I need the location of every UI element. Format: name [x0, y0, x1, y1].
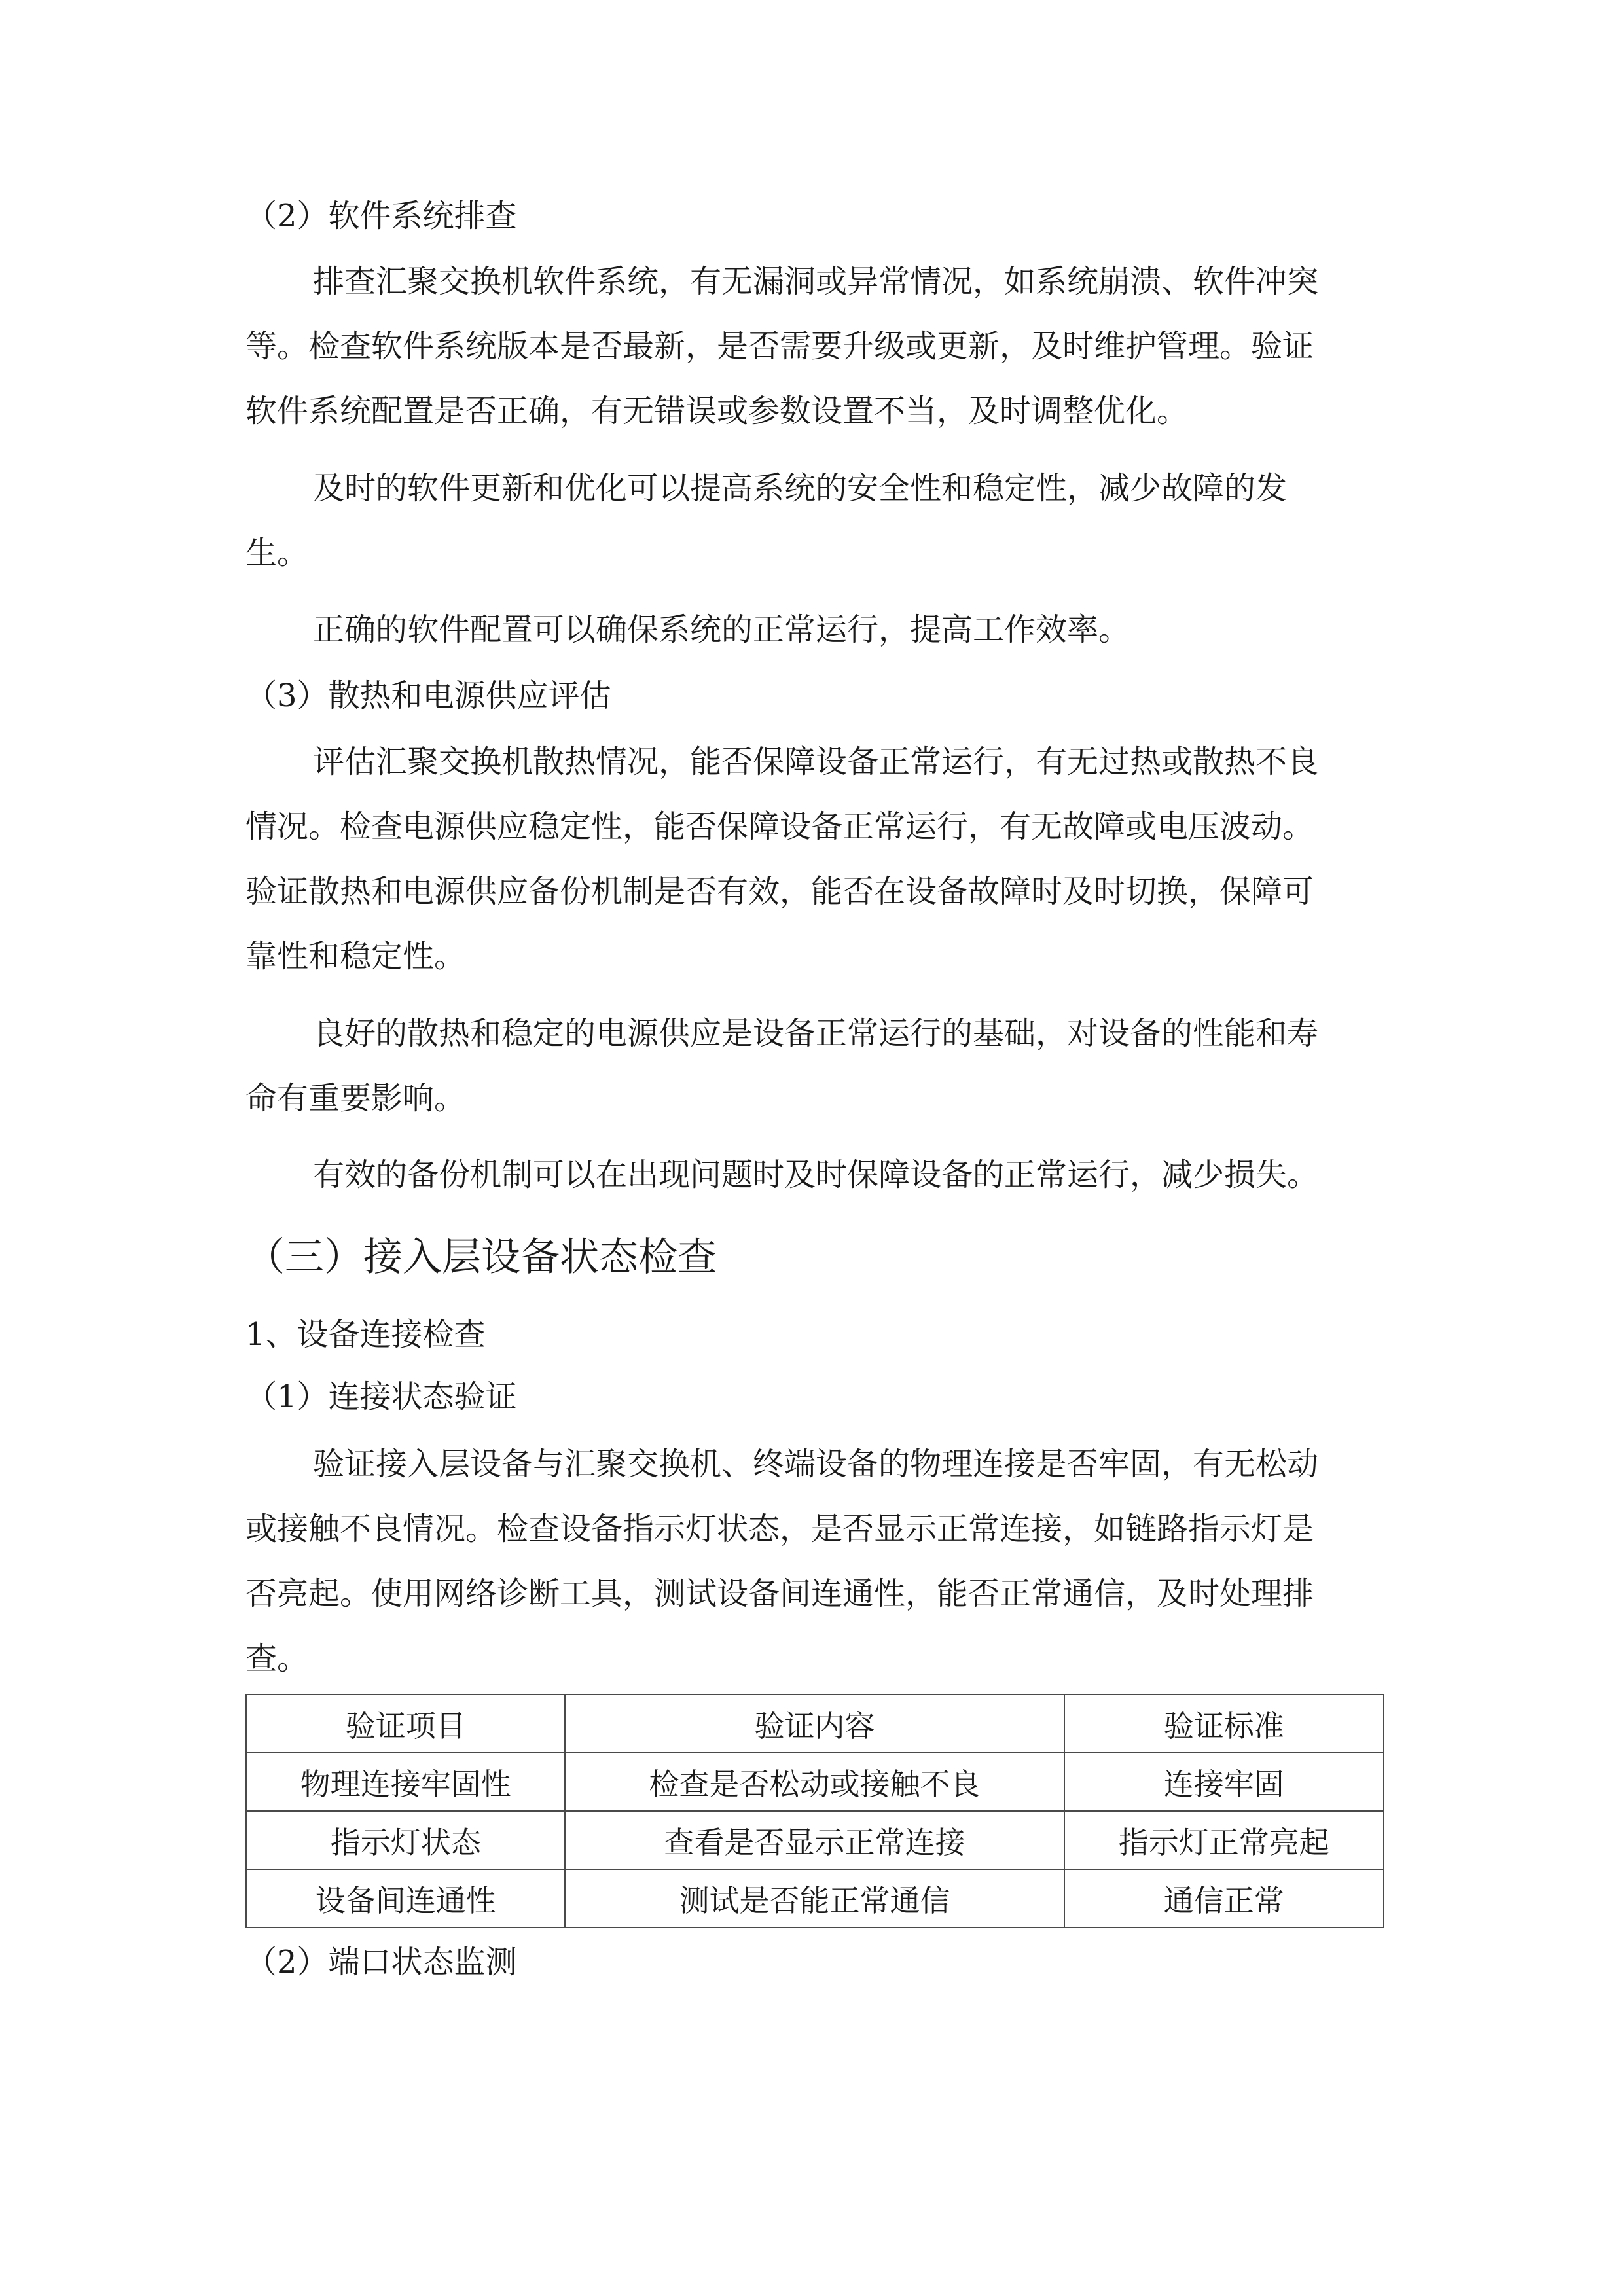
paragraph-line: 良好的散热和稳定的电源供应是设备正常运行的基础，对设备的性能和寿	[313, 1015, 1319, 1052]
verification-table	[245, 1694, 1384, 1928]
table-cell: 检查是否松动或接触不良	[565, 1753, 1064, 1811]
table-cell: 物理连接牢固性	[246, 1753, 565, 1811]
paragraph-line: 评估汇聚交换机散热情况，能否保障设备正常运行，有无过热或散热不良	[313, 744, 1319, 780]
table-header-cell: 验证标准	[1064, 1695, 1384, 1753]
paragraph-line: 查。	[245, 1640, 309, 1677]
heading-device-connection: 1、设备连接检查	[245, 1316, 486, 1353]
paragraph-line: 生。	[245, 535, 309, 571]
paragraph-line: 靠性和稳定性。	[245, 938, 466, 975]
table-header-cell: 验证项目	[246, 1695, 565, 1753]
paragraph-line: 情况。检查电源供应稳定性，能否保障设备正常运行，有无故障或电压波动。	[245, 808, 1314, 845]
paragraph-line: 有效的备份机制可以在出现问题时及时保障设备的正常运行，减少损失。	[313, 1157, 1319, 1193]
paragraph-line: 及时的软件更新和优化可以提高系统的安全性和稳定性，减少故障的发	[313, 470, 1288, 507]
table-cell: 通信正常	[1064, 1869, 1384, 1928]
paragraph-line: 或接触不良情况。检查设备指示灯状态，是否显示正常连接，如链路指示灯是	[245, 1511, 1314, 1547]
paragraph-line: 软件系统配置是否正确，有无错误或参数设置不当，及时调整优化。	[245, 393, 1189, 429]
heading-software-check: （2）软件系统排查	[245, 198, 517, 234]
paragraph-line: 验证接入层设备与汇聚交换机、终端设备的物理连接是否牢固，有无松动	[313, 1446, 1319, 1482]
table-row	[246, 1869, 1384, 1928]
table-header-row	[246, 1695, 1384, 1753]
table-cell: 连接牢固	[1064, 1753, 1384, 1811]
paragraph-line: 等。检查软件系统版本是否最新，是否需要升级或更新，及时维护管理。验证	[245, 328, 1314, 365]
paragraph-line: 验证散热和电源供应备份机制是否有效，能否在设备故障时及时切换，保障可	[245, 873, 1314, 910]
heading-connection-status: （1）连接状态验证	[245, 1378, 517, 1415]
heading-access-layer: （三）接入层设备状态检查	[245, 1234, 717, 1280]
table-cell: 指示灯状态	[246, 1811, 565, 1869]
paragraph-line: 正确的软件配置可以确保系统的正常运行，提高工作效率。	[313, 611, 1130, 648]
paragraph-line: 否亮起。使用网络诊断工具，测试设备间连通性，能否正常通信，及时处理排	[245, 1575, 1314, 1612]
paragraph-line: 命有重要影响。	[245, 1080, 466, 1117]
table-cell: 指示灯正常亮起	[1064, 1811, 1384, 1869]
table-header-cell: 验证内容	[565, 1695, 1064, 1753]
heading-port-status: （2）端口状态监测	[245, 1944, 517, 1981]
paragraph-line: 排查汇聚交换机软件系统，有无漏洞或异常情况，如系统崩溃、软件冲突	[313, 263, 1319, 300]
table-cell: 设备间连通性	[246, 1869, 565, 1928]
table-cell: 测试是否能正常通信	[565, 1869, 1064, 1928]
table-row	[246, 1753, 1384, 1811]
table-cell: 查看是否显示正常连接	[565, 1811, 1064, 1869]
table-row	[246, 1811, 1384, 1869]
heading-cooling-power: （3）散热和电源供应评估	[245, 677, 611, 714]
